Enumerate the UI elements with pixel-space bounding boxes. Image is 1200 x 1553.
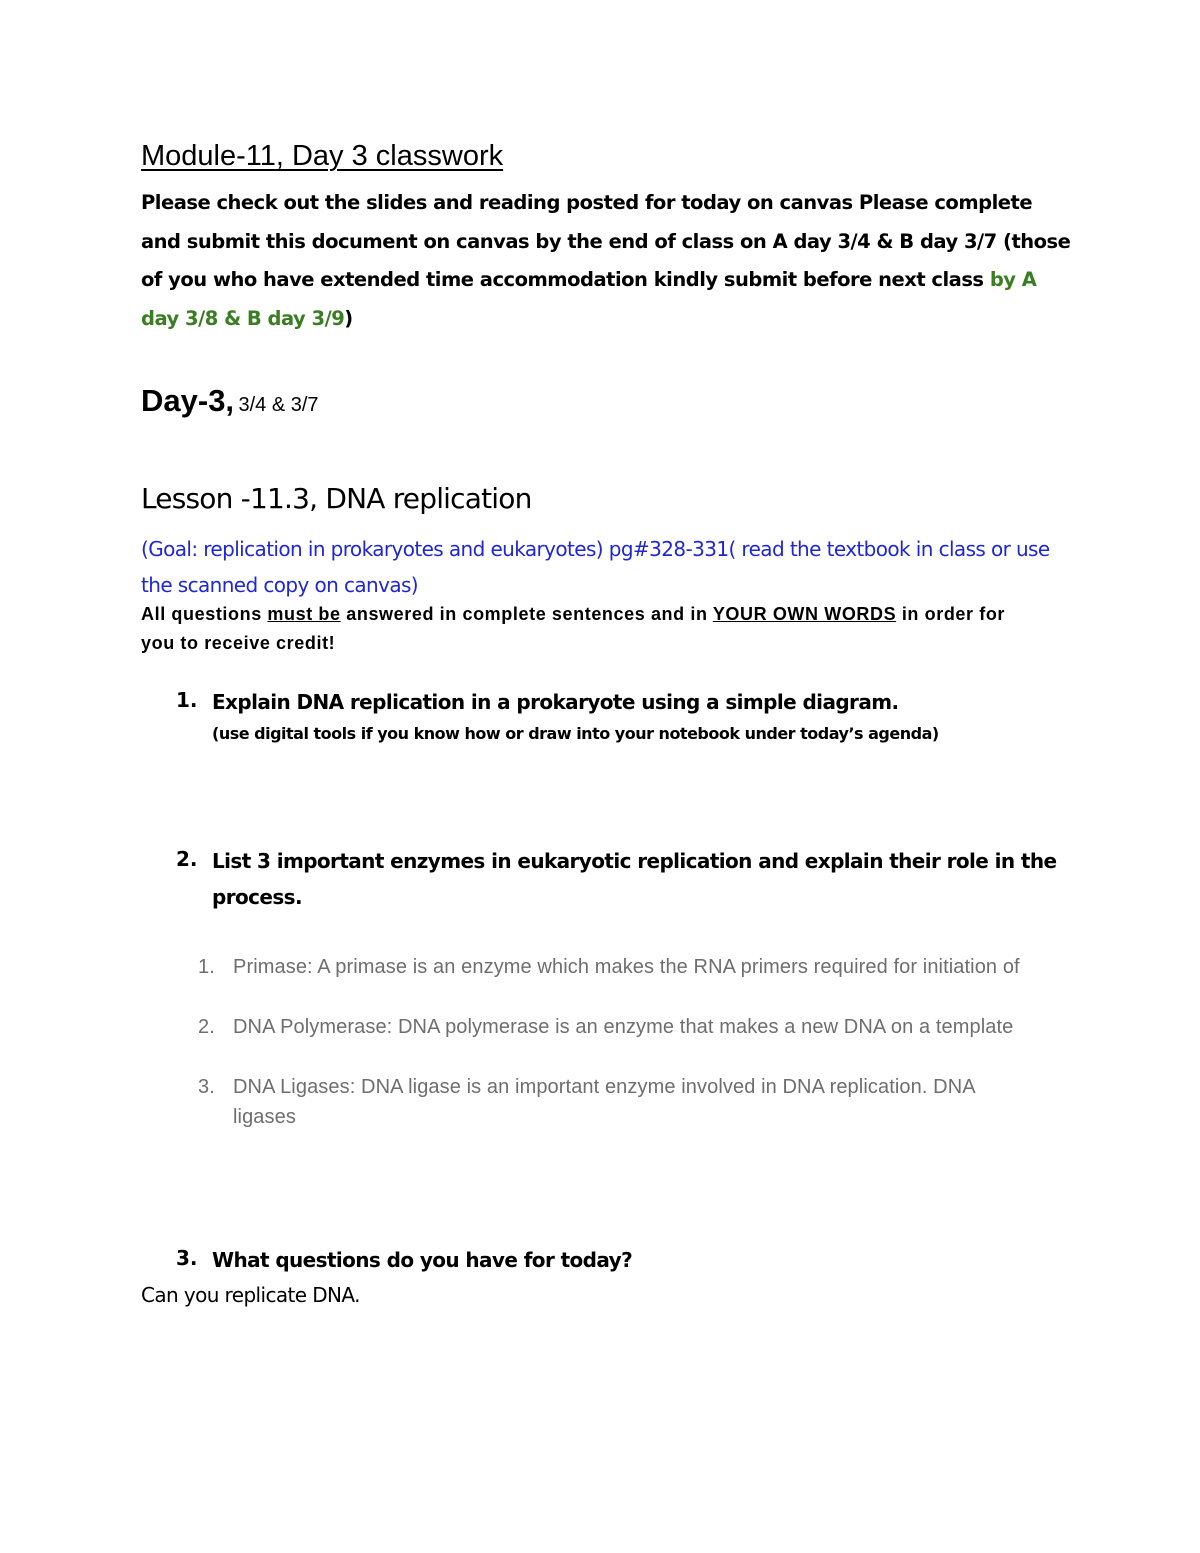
question-3-answer: Can you replicate DNA. (141, 1283, 360, 1307)
question-1-number: 1. (176, 688, 198, 712)
intro-due-dates: by A day 3/8 & B day 3/9 (141, 268, 1037, 330)
instructions (141, 600, 1041, 658)
question-2-text: List 3 important enzymes in eukaryotic replication and explain their role in the process. (212, 849, 1057, 909)
answer-item-primase: Primase: A primase is an enzyme which makes the RNA primers required for initiation of (233, 956, 1020, 978)
intro-close-paren: ) (344, 306, 353, 330)
lesson-title: Lesson -11.3, DNA replication (141, 482, 532, 515)
question-3-number: 3. (176, 1246, 198, 1270)
answer-item-number: 2. (198, 1016, 215, 1038)
instructions-must-be: must be (267, 604, 341, 624)
answer-item-number: 3. (198, 1076, 215, 1098)
instructions-part3: in order for you to receive credit! (141, 604, 1006, 653)
question-1-subtext: (use digital tools if you know how or draw into your notebook under today’s agenda) (212, 724, 939, 743)
intro-main-text: Please check out the slides and reading posted for today on canvas Please complete and submit this document on canvas by the end of class on A day 3/4 & B day 3/7 (those of you who have extended time accommodation kindly submit before next class (141, 191, 1071, 291)
intro-paragraph (141, 184, 1071, 338)
answer-item-dna-polymerase: DNA Polymerase: DNA polymerase is an enzyme that makes a new DNA on a template (233, 1016, 1014, 1038)
day-heading-dates: 3/4 & 3/7 (238, 394, 319, 416)
answer-item-dna-ligases: DNA Ligases: DNA ligase is an important enzyme involved in DNA replication. DNA ligases (233, 1076, 975, 1128)
question-2-number: 2. (176, 847, 198, 871)
question-1-text: Explain DNA replication in a prokaryote using a simple diagram. (212, 690, 899, 714)
instructions-part2: answered in complete sentences and in (340, 604, 713, 624)
day-heading (141, 383, 319, 419)
instructions-part1: All questions (141, 604, 268, 624)
answer-item-number: 1. (198, 956, 215, 978)
day-heading-label: Day-3, (141, 383, 235, 418)
document-title: Module-11, Day 3 classwork (141, 140, 504, 172)
lesson-goal: (Goal: replication in prokaryotes and eukaryotes) pg#328-331( read the textbook in class or use the scanned copy on canvas) (141, 537, 1050, 597)
instructions-own-words: YOUR OWN WORDS (712, 604, 897, 624)
question-3-text: What questions do you have for today? (212, 1248, 633, 1272)
